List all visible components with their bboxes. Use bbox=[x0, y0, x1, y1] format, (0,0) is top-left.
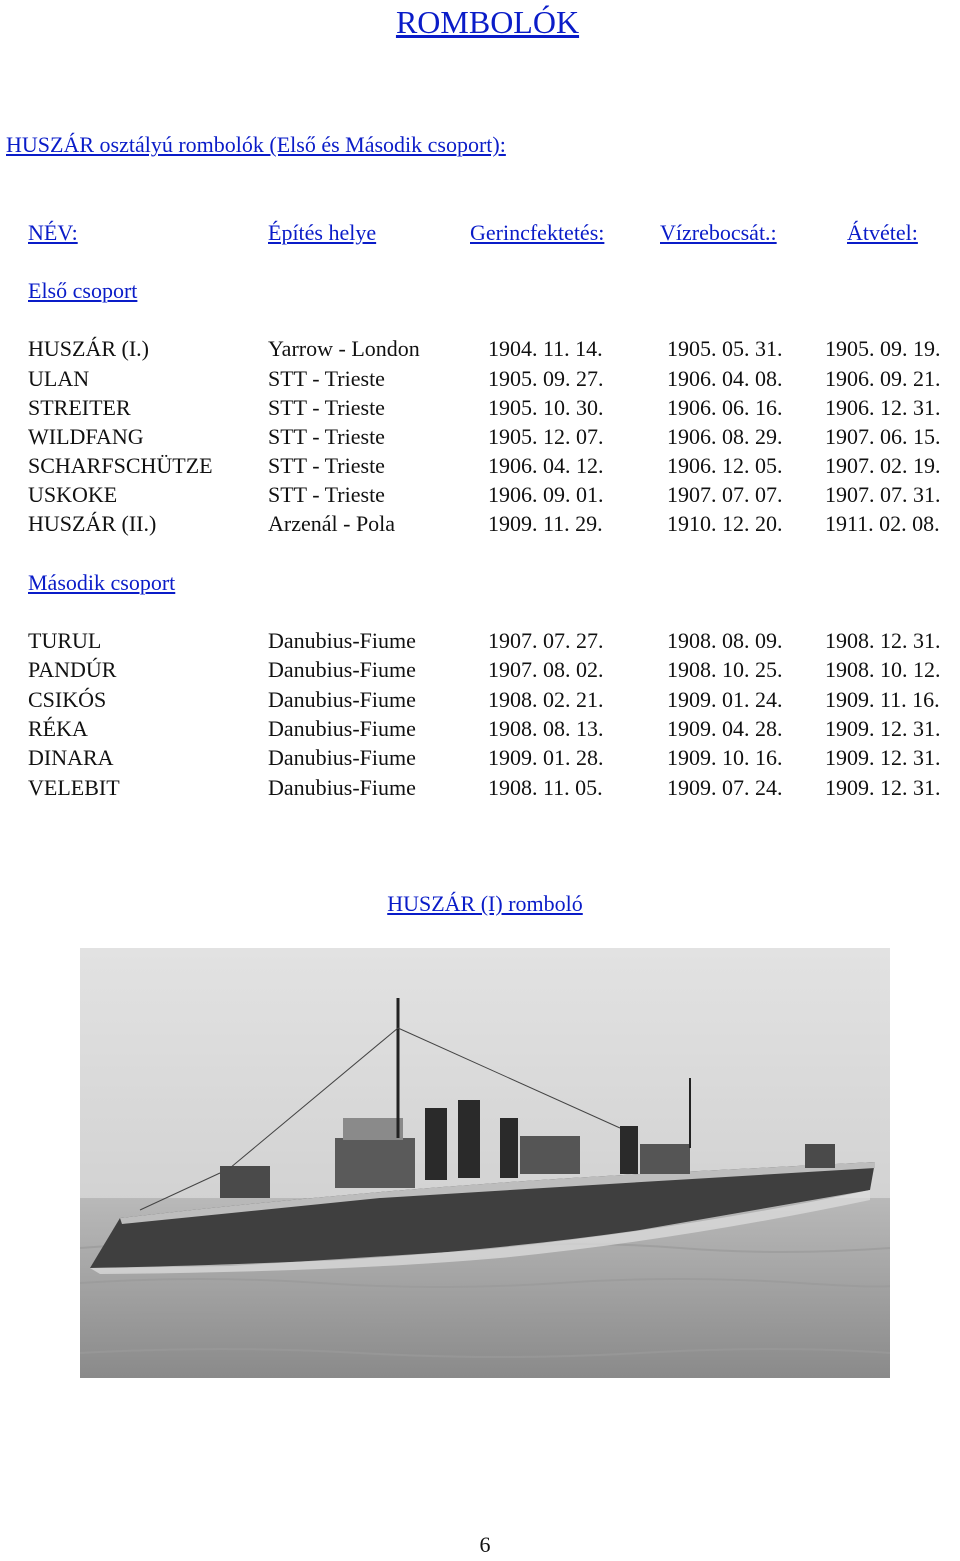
shipyard: Danubius-Fiume bbox=[268, 687, 416, 712]
ship-name: ULAN bbox=[28, 366, 90, 391]
commission-date: 1906. 09. 21. bbox=[825, 366, 941, 391]
launch-date: 1908. 08. 09. bbox=[667, 628, 783, 653]
laid-down-date: 1907. 07. 27. bbox=[488, 628, 604, 653]
ship-name: SCHARFSCHÜTZE bbox=[28, 453, 213, 478]
table-row bbox=[0, 745, 960, 773]
shipyard: STT - Trieste bbox=[268, 424, 385, 449]
column-header-shipyard: Építés helye bbox=[268, 220, 377, 245]
ship-name: VELEBIT bbox=[28, 775, 120, 800]
commission-date: 1907. 06. 15. bbox=[825, 424, 941, 449]
commission-date: 1908. 10. 12. bbox=[825, 657, 941, 682]
shipyard: STT - Trieste bbox=[268, 366, 385, 391]
table-row bbox=[0, 366, 960, 394]
laid-down-date: 1908. 02. 21. bbox=[488, 687, 604, 712]
table-row bbox=[0, 453, 960, 481]
launch-date: 1909. 10. 16. bbox=[667, 745, 783, 770]
laid-down-date: 1908. 11. 05. bbox=[488, 775, 603, 800]
table-row bbox=[0, 657, 960, 685]
launch-date: 1910. 12. 20. bbox=[667, 511, 783, 536]
shipyard: Yarrow - London bbox=[268, 336, 420, 361]
shipyard: Arzenál - Pola bbox=[268, 511, 396, 536]
table-row bbox=[0, 716, 960, 744]
laid-down-date: 1905. 10. 30. bbox=[488, 395, 604, 420]
commission-date: 1909. 12. 31. bbox=[825, 716, 941, 741]
ship-name: RÉKA bbox=[28, 716, 88, 741]
shipyard: Danubius-Fiume bbox=[268, 745, 416, 770]
table-row bbox=[0, 775, 960, 803]
shipyard: Danubius-Fiume bbox=[268, 657, 416, 682]
laid-down-date: 1909. 11. 29. bbox=[488, 511, 603, 536]
shipyard: STT - Trieste bbox=[268, 395, 385, 420]
commission-date: 1909. 12. 31. bbox=[825, 745, 941, 770]
laid-down-date: 1905. 12. 07. bbox=[488, 424, 604, 449]
launch-date: 1908. 10. 25. bbox=[667, 657, 783, 682]
page-number: 6 bbox=[479, 1532, 491, 1557]
shipyard: Danubius-Fiume bbox=[268, 716, 416, 741]
laid-down-date: 1908. 08. 13. bbox=[488, 716, 604, 741]
table-row bbox=[0, 424, 960, 452]
ship-name: USKOKE bbox=[28, 482, 118, 507]
page-title: ROMBOLÓK bbox=[395, 4, 580, 40]
table-row bbox=[0, 482, 960, 510]
table-row bbox=[0, 628, 960, 656]
column-header-commissioned: Átvétel: bbox=[847, 220, 918, 245]
commission-date: 1905. 09. 19. bbox=[825, 336, 941, 361]
ship-name: STREITER bbox=[28, 395, 131, 420]
launch-date: 1909. 01. 24. bbox=[667, 687, 783, 712]
destroyer-photo bbox=[80, 948, 890, 1378]
column-header-name: NÉV: bbox=[28, 220, 78, 245]
launch-date: 1906. 04. 08. bbox=[667, 366, 783, 391]
launch-date: 1905. 05. 31. bbox=[667, 336, 783, 361]
laid-down-date: 1909. 01. 28. bbox=[488, 745, 604, 770]
launch-date: 1907. 07. 07. bbox=[667, 482, 783, 507]
class-heading: HUSZÁR osztályú rombolók (Első és Második csoport): bbox=[6, 132, 506, 157]
commission-date: 1906. 12. 31. bbox=[825, 395, 941, 420]
commission-date: 1911. 02. 08. bbox=[825, 511, 940, 536]
ship-name: HUSZÁR (I.) bbox=[28, 336, 149, 361]
laid-down-date: 1906. 04. 12. bbox=[488, 453, 604, 478]
laid-down-date: 1907. 08. 02. bbox=[488, 657, 604, 682]
laid-down-date: 1905. 09. 27. bbox=[488, 366, 604, 391]
launch-date: 1906. 08. 29. bbox=[667, 424, 783, 449]
commission-date: 1909. 12. 31. bbox=[825, 775, 941, 800]
laid-down-date: 1904. 11. 14. bbox=[488, 336, 603, 361]
laid-down-date: 1906. 09. 01. bbox=[488, 482, 604, 507]
ship-name: WILDFANG bbox=[28, 424, 144, 449]
shipyard: Danubius-Fiume bbox=[268, 628, 416, 653]
shipyard: STT - Trieste bbox=[268, 453, 385, 478]
ship-name: DINARA bbox=[28, 745, 114, 770]
ship-name: TURUL bbox=[28, 628, 102, 653]
group-label: Második csoport bbox=[28, 570, 176, 595]
table-row bbox=[0, 395, 960, 423]
commission-date: 1907. 02. 19. bbox=[825, 453, 941, 478]
table-row bbox=[0, 336, 960, 364]
table-row bbox=[0, 511, 960, 539]
commission-date: 1907. 07. 31. bbox=[825, 482, 941, 507]
column-header-launched: Vízrebocsát.: bbox=[660, 220, 777, 245]
table-row bbox=[0, 687, 960, 715]
launch-date: 1906. 12. 05. bbox=[667, 453, 783, 478]
shipyard: STT - Trieste bbox=[268, 482, 385, 507]
commission-date: 1908. 12. 31. bbox=[825, 628, 941, 653]
group-label: Első csoport bbox=[28, 278, 138, 303]
ship-name: CSIKÓS bbox=[28, 687, 107, 712]
photo-caption: HUSZÁR (I) romboló bbox=[387, 891, 583, 916]
shipyard: Danubius-Fiume bbox=[268, 775, 416, 800]
launch-date: 1909. 07. 24. bbox=[667, 775, 783, 800]
launch-date: 1909. 04. 28. bbox=[667, 716, 783, 741]
launch-date: 1906. 06. 16. bbox=[667, 395, 783, 420]
ship-name: HUSZÁR (II.) bbox=[28, 511, 157, 536]
column-header-laid-down: Gerincfektetés: bbox=[470, 220, 605, 245]
ship-name: PANDÚR bbox=[28, 657, 117, 682]
commission-date: 1909. 11. 16. bbox=[825, 687, 940, 712]
